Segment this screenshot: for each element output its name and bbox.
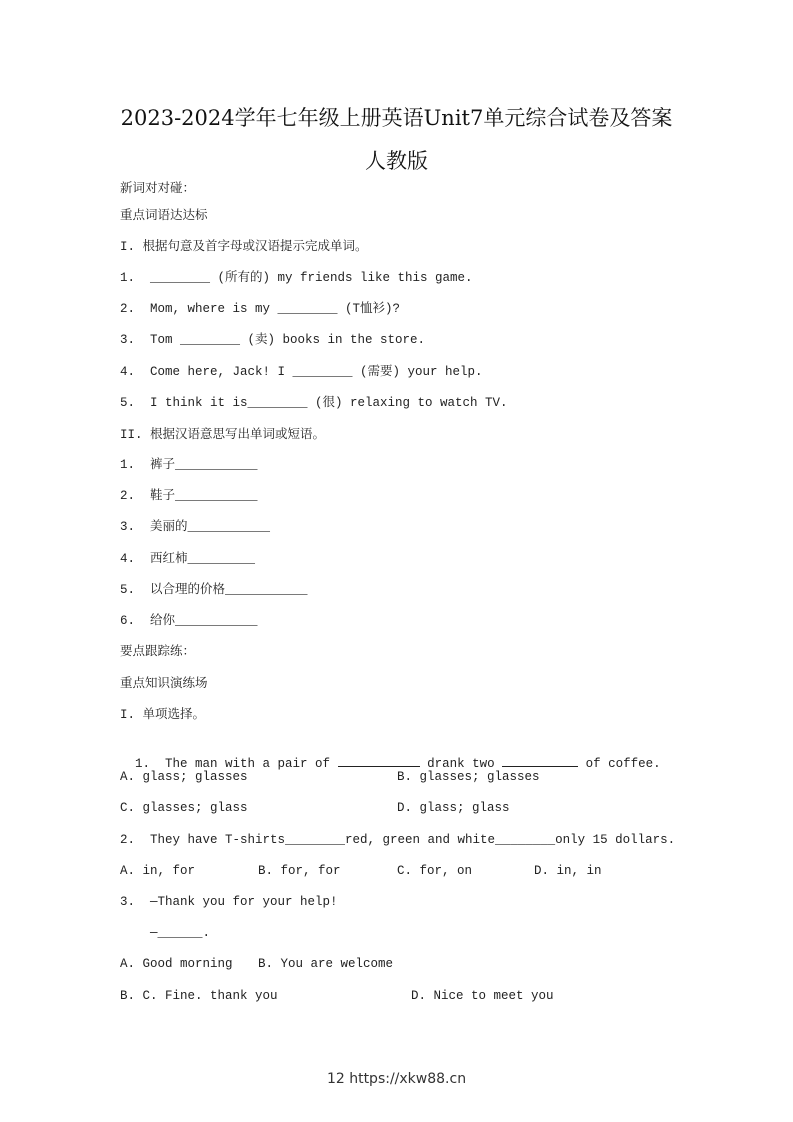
section-heading: 重点知识演练场 [120,677,208,691]
question-text: drank two [419,757,503,771]
page-footer: 12 https://xkw88.cn [326,1071,467,1087]
option: D. glass; glass [397,801,510,815]
section-heading: 要点跟踪练： [120,645,196,659]
answer-blank [502,754,578,767]
page-title: 2023-2024学年七年级上册英语Unit7单元综合试卷及答案 [120,106,673,130]
question: 4. 西红柿_________ [120,552,256,566]
question: 3. 美丽的___________ [120,520,271,534]
question-text: 1. The man with a pair of [135,757,338,771]
part-heading: I. 单项选择。 [120,708,206,722]
option: C. glasses; glass [120,801,248,815]
section-heading: 重点词语达达标 [120,209,208,223]
question-2: 2. They have T-shirts________red, green and white________only 15 dollars. [120,833,676,847]
question: 5. I think it is________ (很) relaxing to watch TV. [120,396,508,410]
option: B. C. Fine. thank you [120,989,278,1003]
question-3: 3. —Thank you for your help! [120,895,338,909]
option: A. in, for [120,864,196,878]
question: 3. Tom ________ (卖) books in the store. [120,333,426,347]
option: B. for, for [258,864,341,878]
option: A. glass; glasses [120,770,248,784]
option: D. in, in [534,864,602,878]
option: B. You are welcome [258,957,394,971]
option: D. Nice to meet you [411,989,554,1003]
part-heading: I. 根据句意及首字母或汉语提示完成单词。 [120,240,368,254]
question: 1. 裤子___________ [120,458,258,472]
option: A. Good morning [120,957,233,971]
question: 5. 以合理的价格___________ [120,583,308,597]
question: 4. Come here, Jack! I ________ (需要) your help. [120,365,483,379]
page-subtitle: 人教版 [365,149,428,173]
option: C. for, on [397,864,473,878]
question: 2. 鞋子___________ [120,489,258,503]
part-heading: II. 根据汉语意思写出单词或短语。 [120,428,326,442]
question: 1. ________ (所有的) my friends like this game. [120,271,473,285]
section-heading: 新词对对碰： [120,182,196,196]
question: 6. 给你___________ [120,614,258,628]
question: 2. Mom, where is my ________ (T恤衫)? [120,302,401,316]
question-1 [120,738,661,772]
answer-blank [338,754,420,767]
question-text: of coffee. [578,757,661,771]
question-3-reply: —______. [120,926,211,940]
option: B. glasses; glasses [397,770,540,784]
